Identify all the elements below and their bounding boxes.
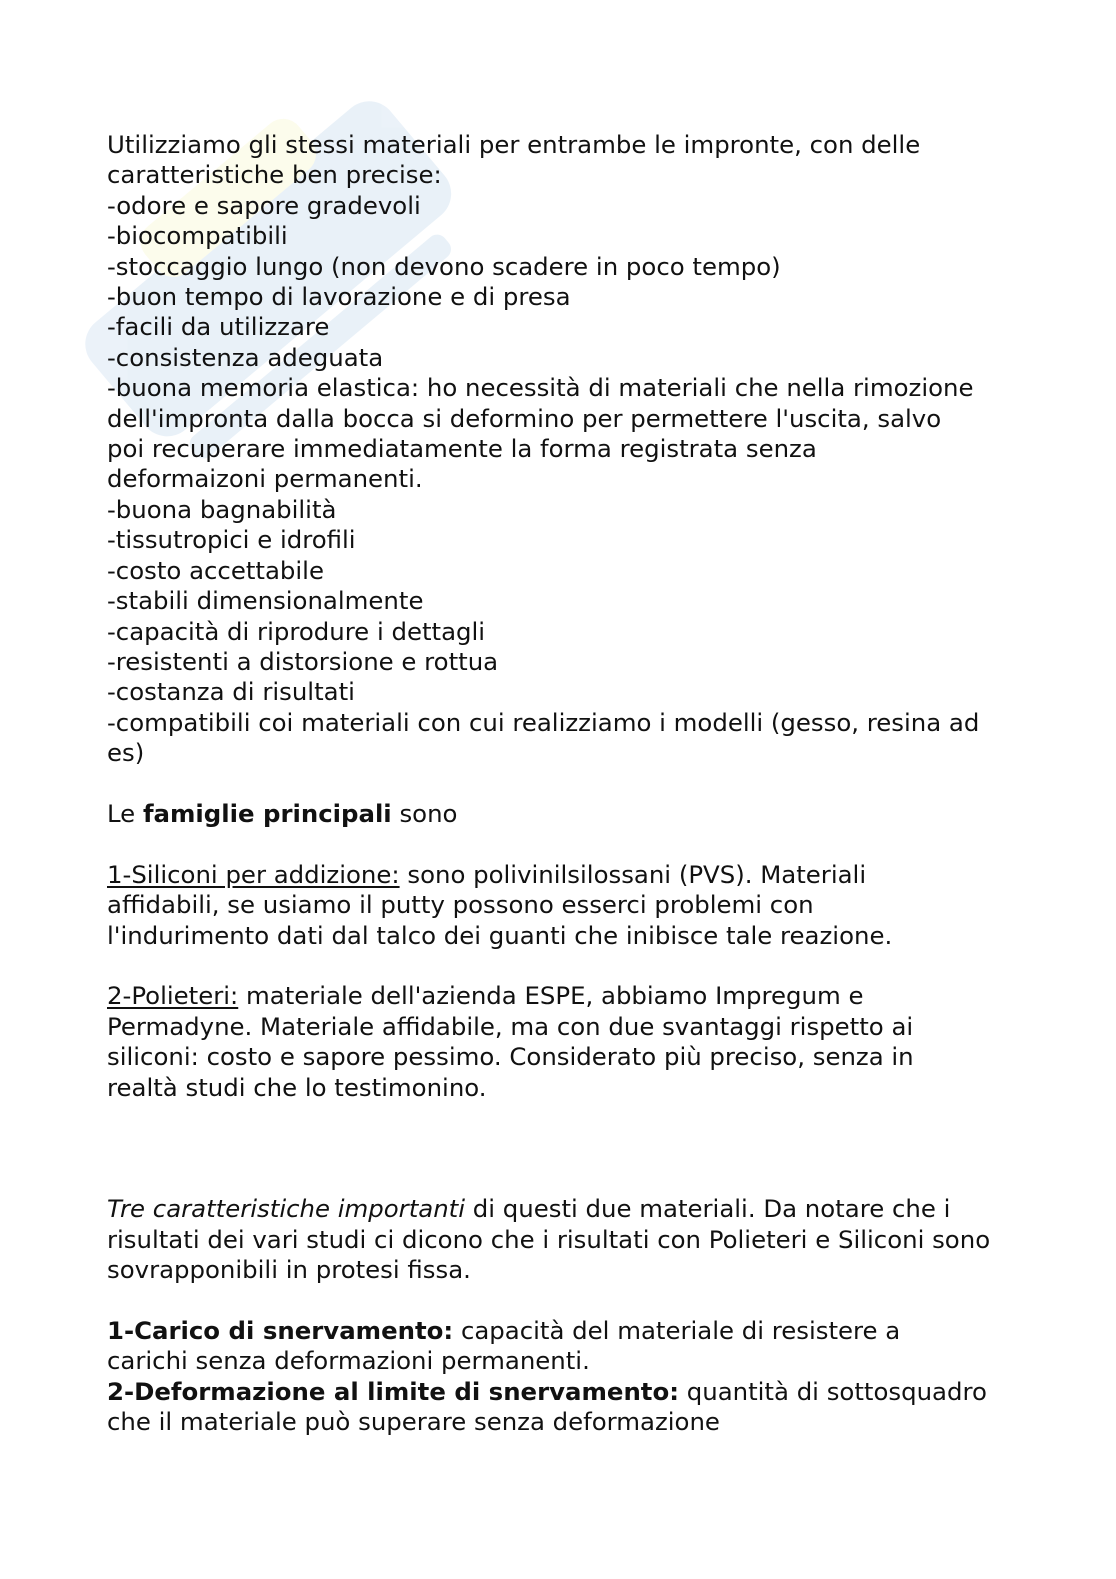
intro-text: Utilizziamo gli stessi materiali per entrambe le impronte, con delle caratteristiche ben precise: xyxy=(107,130,921,190)
requirement-item: -resistenti a distorsione e rottua xyxy=(107,646,499,676)
requirement-item: -buona memoria elastica: ho necessità di materiali che nella rimozione dell'impronta dalla bocca si deformino per permettere l'uscita, salvo poi recuperare immediatamente la forma registrata senza deformaizoni permanenti. xyxy=(107,373,974,494)
property-yield-load-text: capacità del materiale di resistere a carichi senza deformazioni permanenti. xyxy=(107,1315,901,1376)
requirement-item: -compatibili coi materiali con cui realizziamo i modelli (gesso, resina ad es) xyxy=(107,707,980,768)
requirement-item: -costo accettabile xyxy=(107,555,324,585)
requirement-item: -tissutropici e idrofili xyxy=(107,525,356,555)
requirement-item: -costanza di risultati xyxy=(107,677,355,707)
families-suffix: sono xyxy=(399,798,458,828)
requirement-item: -biocompatibili xyxy=(107,221,288,251)
property-yield-deformation-text: quantità di sottosquadro che il materiale può superare senza deformazione xyxy=(107,1376,987,1436)
family-polyethers xyxy=(107,981,987,1103)
requirement-item: -odore e sapore gradevoli xyxy=(107,190,421,220)
requirement-item: -stoccaggio lungo (non devono scadere in poco tempo) xyxy=(107,251,781,281)
family-polyethers-title: 2-Polieteri: xyxy=(107,981,239,1011)
requirement-item: -capacità di riprodure i dettagli xyxy=(107,616,486,646)
requirement-item: -buon tempo di lavorazione e di presa xyxy=(107,282,571,312)
document-page xyxy=(107,130,1007,1437)
requirement-item: -consistenza adeguata xyxy=(107,342,384,372)
requirement-item: -facili da utilizzare xyxy=(107,312,330,342)
property-yield-load-title: 1-Carico di snervamento: xyxy=(107,1315,454,1345)
property-yield-deformation xyxy=(107,1377,987,1438)
property-yield-load xyxy=(107,1316,987,1377)
properties-intro-italic: Tre caratteristiche importanti xyxy=(107,1194,466,1224)
families-prefix: Le xyxy=(107,798,136,828)
properties-intro xyxy=(107,1194,1007,1285)
property-yield-deformation-title: 2-Deformazione al limite di snervamento: xyxy=(107,1376,679,1406)
properties-intro-text: di questi due materiali. Da notare che i risultati dei vari studi ci dicono che i risultati con Polieteri e Siliconi sono sovrapponibili in protesi fissa. xyxy=(107,1194,991,1284)
family-polyethers-text: materiale dell'azienda ESPE, abbiamo Impregum e Permadyne. Materiale affidabile, ma con due svantaggi rispetto ai siliconi: costo e sapore pessimo. Considerato più preciso, senza in realtà studi che lo testimonino. xyxy=(107,981,914,1102)
family-silicones-text: sono polivinilsilossani (PVS). Materiali affidabili, se usiamo il putty possono esserci problemi con l'indurimento dati dal talco dei guanti che inibisce tale reazione. xyxy=(107,859,893,950)
requirement-item: -buona bagnabilità xyxy=(107,494,337,524)
families-bold: famiglie principali xyxy=(142,798,392,828)
family-silicones xyxy=(107,860,979,951)
families-heading xyxy=(107,799,1007,829)
requirement-item: -stabili dimensionalmente xyxy=(107,586,424,616)
family-silicones-title: 1-Siliconi per addizione: xyxy=(107,859,400,889)
